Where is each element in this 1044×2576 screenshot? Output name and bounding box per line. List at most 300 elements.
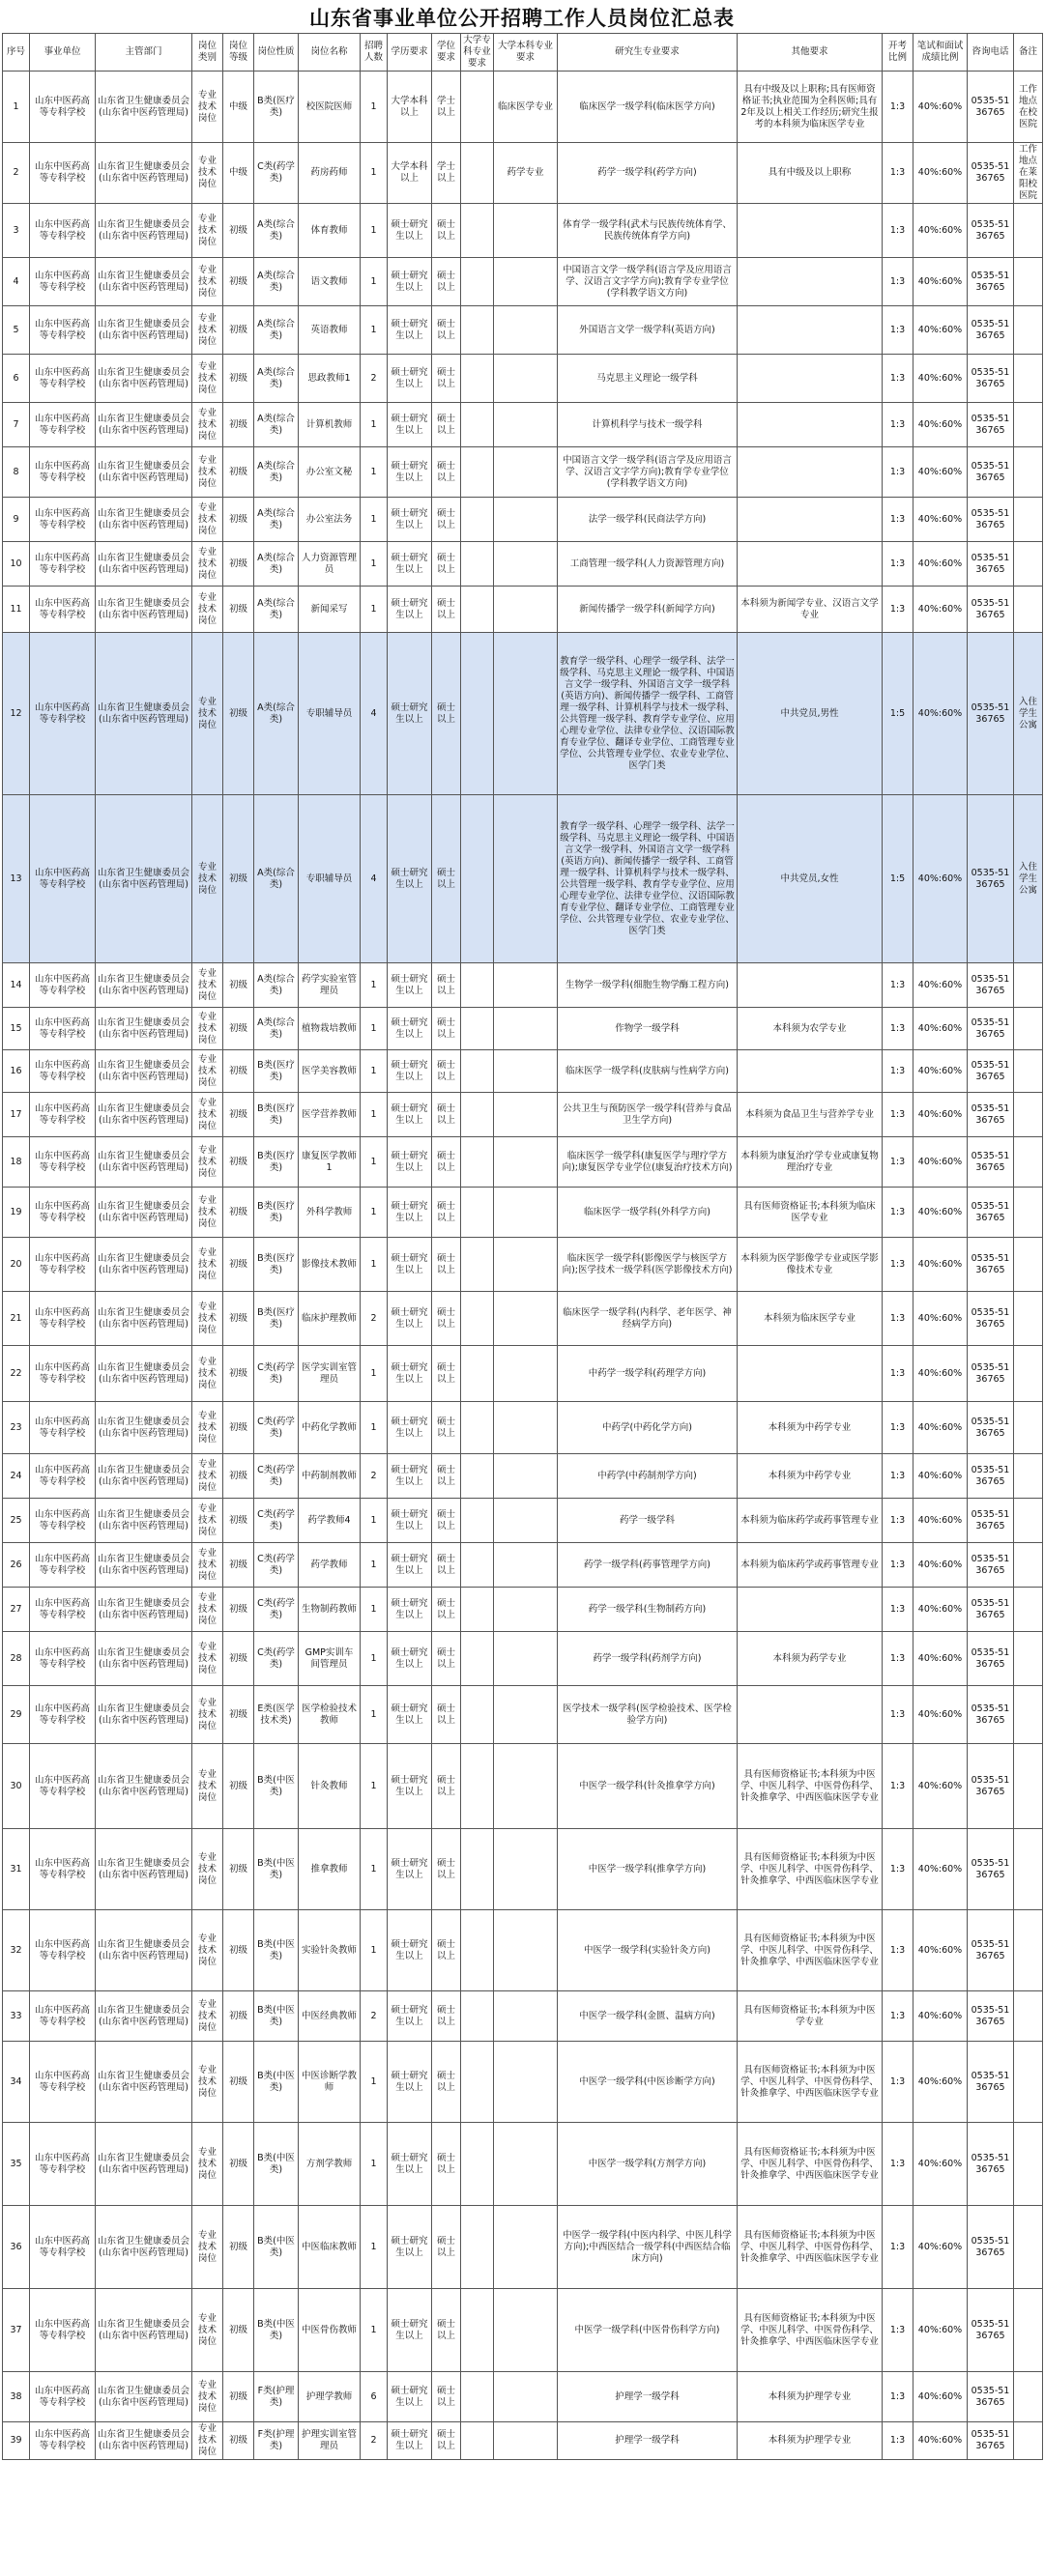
row-number-cell: 20	[3, 1238, 30, 1292]
level-cell: 初级	[223, 1499, 254, 1543]
level-cell: 初级	[223, 1632, 254, 1686]
remark-cell	[1014, 542, 1043, 587]
table-row	[3, 1402, 1043, 1454]
unit-cell: 山东中医药高等专科学校	[30, 963, 96, 1008]
education-cell: 硕士研究生以上	[388, 2206, 432, 2289]
row-number-cell: 19	[3, 1188, 30, 1238]
other-requirements-cell	[738, 963, 883, 1008]
row-number-cell: 6	[3, 355, 30, 403]
nature-cell: A类(综合类)	[254, 587, 299, 633]
category-cell: 专业技术岗位	[192, 306, 223, 355]
bachelor-major-cell	[494, 204, 558, 258]
remark-cell	[1014, 2372, 1043, 2422]
count-cell: 1	[361, 1744, 388, 1829]
other-requirements-cell: 本科须为临床医学专业	[738, 1292, 883, 1346]
exam-ratio-cell: 1:3	[883, 1910, 914, 1991]
remark-cell	[1014, 1632, 1043, 1686]
level-cell: 初级	[223, 1238, 254, 1292]
graduate-major-cell: 中医学一级学科(金匮、温病方向)	[558, 1991, 738, 2042]
score-ratio-cell: 40%:60%	[914, 447, 968, 498]
department-cell: 山东省卫生健康委员会(山东省中医药管理局)	[96, 2206, 192, 2289]
score-ratio-cell: 40%:60%	[914, 258, 968, 306]
bachelor-major-cell	[494, 2042, 558, 2123]
remark-cell	[1014, 1543, 1043, 1588]
other-requirements-cell	[738, 306, 883, 355]
category-cell: 专业技术岗位	[192, 1346, 223, 1402]
category-cell: 专业技术岗位	[192, 447, 223, 498]
unit-cell: 山东中医药高等专科学校	[30, 2422, 96, 2460]
degree-cell: 硕士以上	[432, 1188, 461, 1238]
level-cell: 初级	[223, 1588, 254, 1632]
row-number-cell: 2	[3, 143, 30, 204]
other-requirements-cell: 本科须为食品卫生与营养学专业	[738, 1093, 883, 1137]
college-major-cell	[461, 2422, 494, 2460]
unit-cell: 山东中医药高等专科学校	[30, 355, 96, 403]
unit-cell: 山东中医药高等专科学校	[30, 2372, 96, 2422]
degree-cell: 硕士以上	[432, 1454, 461, 1499]
unit-cell: 山东中医药高等专科学校	[30, 204, 96, 258]
remark-cell	[1014, 2206, 1043, 2289]
college-major-cell	[461, 258, 494, 306]
position-name-cell: 护理学教师	[299, 2372, 361, 2422]
position-name-cell: 护理实训室管理员	[299, 2422, 361, 2460]
graduate-major-cell: 公共卫生与预防医学一级学科(营养与食品卫生学方向)	[558, 1093, 738, 1137]
level-cell: 初级	[223, 963, 254, 1008]
position-name-cell: 医学营养教师	[299, 1093, 361, 1137]
count-cell: 1	[361, 72, 388, 143]
college-major-cell	[461, 1632, 494, 1686]
bachelor-major-cell	[494, 1093, 558, 1137]
level-cell: 初级	[223, 204, 254, 258]
position-name-cell: GMP实训车间管理员	[299, 1632, 361, 1686]
degree-cell: 硕士以上	[432, 1829, 461, 1910]
score-ratio-cell: 40%:60%	[914, 2372, 968, 2422]
degree-cell: 硕士以上	[432, 447, 461, 498]
phone-cell: 0535-5136765	[968, 1346, 1014, 1402]
phone-cell: 0535-5136765	[968, 498, 1014, 542]
phone-cell: 0535-5136765	[968, 1093, 1014, 1137]
exam-ratio-cell: 1:3	[883, 258, 914, 306]
unit-cell: 山东中医药高等专科学校	[30, 72, 96, 143]
nature-cell: E类(医学技术类)	[254, 1686, 299, 1744]
college-major-cell	[461, 587, 494, 633]
score-ratio-cell: 40%:60%	[914, 306, 968, 355]
department-cell: 山东省卫生健康委员会(山东省中医药管理局)	[96, 1008, 192, 1050]
position-name-cell: 办公室文秘	[299, 447, 361, 498]
remark-cell: 工作地点在校医院	[1014, 72, 1043, 143]
other-requirements-cell	[738, 1588, 883, 1632]
table-row	[3, 2372, 1043, 2422]
position-name-cell: 康复医学教师1	[299, 1137, 361, 1188]
phone-cell: 0535-5136765	[968, 1008, 1014, 1050]
count-cell: 1	[361, 204, 388, 258]
nature-cell: B类(中医类)	[254, 1910, 299, 1991]
exam-ratio-cell: 1:3	[883, 1292, 914, 1346]
score-ratio-cell: 40%:60%	[914, 587, 968, 633]
phone-cell: 0535-5136765	[968, 2289, 1014, 2372]
graduate-major-cell: 临床医学一级学科(临床医学方向)	[558, 72, 738, 143]
row-number-cell: 10	[3, 542, 30, 587]
table-row	[3, 1008, 1043, 1050]
education-cell: 硕士研究生以上	[388, 1632, 432, 1686]
education-cell: 硕士研究生以上	[388, 1543, 432, 1588]
level-cell: 初级	[223, 1050, 254, 1093]
degree-cell: 硕士以上	[432, 1910, 461, 1991]
nature-cell: A类(综合类)	[254, 498, 299, 542]
degree-cell: 硕士以上	[432, 204, 461, 258]
education-cell: 硕士研究生以上	[388, 1829, 432, 1910]
position-name-cell: 专职辅导员	[299, 795, 361, 963]
count-cell: 1	[361, 403, 388, 447]
table-row	[3, 1543, 1043, 1588]
exam-ratio-cell: 1:3	[883, 587, 914, 633]
college-major-cell	[461, 542, 494, 587]
remark-cell	[1014, 1402, 1043, 1454]
bachelor-major-cell	[494, 1744, 558, 1829]
level-cell: 初级	[223, 1543, 254, 1588]
row-number-cell: 1	[3, 72, 30, 143]
nature-cell: B类(医疗类)	[254, 1292, 299, 1346]
position-name-cell: 专职辅导员	[299, 633, 361, 795]
column-header: 主管部门	[96, 34, 192, 72]
count-cell: 1	[361, 2206, 388, 2289]
category-cell: 专业技术岗位	[192, 2289, 223, 2372]
category-cell: 专业技术岗位	[192, 403, 223, 447]
remark-cell: 工作地点在莱阳校医院	[1014, 143, 1043, 204]
college-major-cell	[461, 633, 494, 795]
positions-table	[2, 33, 1043, 2460]
graduate-major-cell: 外国语言文学一级学科(英语方向)	[558, 306, 738, 355]
college-major-cell	[461, 355, 494, 403]
education-cell: 硕士研究生以上	[388, 306, 432, 355]
count-cell: 1	[361, 447, 388, 498]
education-cell: 硕士研究生以上	[388, 1499, 432, 1543]
department-cell: 山东省卫生健康委员会(山东省中医药管理局)	[96, 1588, 192, 1632]
education-cell: 硕士研究生以上	[388, 1346, 432, 1402]
nature-cell: C类(药学类)	[254, 1499, 299, 1543]
unit-cell: 山东中医药高等专科学校	[30, 1588, 96, 1632]
other-requirements-cell	[738, 403, 883, 447]
score-ratio-cell: 40%:60%	[914, 1991, 968, 2042]
nature-cell: A类(综合类)	[254, 204, 299, 258]
degree-cell: 硕士以上	[432, 2372, 461, 2422]
count-cell: 1	[361, 143, 388, 204]
category-cell: 专业技术岗位	[192, 1910, 223, 1991]
score-ratio-cell: 40%:60%	[914, 633, 968, 795]
department-cell: 山东省卫生健康委员会(山东省中医药管理局)	[96, 306, 192, 355]
score-ratio-cell: 40%:60%	[914, 1050, 968, 1093]
bachelor-major-cell	[494, 1910, 558, 1991]
position-name-cell: 中药制剂教师	[299, 1454, 361, 1499]
category-cell: 专业技术岗位	[192, 1543, 223, 1588]
phone-cell: 0535-5136765	[968, 306, 1014, 355]
position-name-cell: 中医临床教师	[299, 2206, 361, 2289]
table-row	[3, 1093, 1043, 1137]
count-cell: 1	[361, 1238, 388, 1292]
count-cell: 1	[361, 1499, 388, 1543]
graduate-major-cell: 中医学一级学科(中医诊断学方向)	[558, 2042, 738, 2123]
count-cell: 1	[361, 1543, 388, 1588]
other-requirements-cell	[738, 447, 883, 498]
category-cell: 专业技术岗位	[192, 1137, 223, 1188]
category-cell: 专业技术岗位	[192, 2123, 223, 2206]
level-cell: 初级	[223, 795, 254, 963]
position-name-cell: 外科学教师	[299, 1188, 361, 1238]
level-cell: 初级	[223, 258, 254, 306]
nature-cell: C类(药学类)	[254, 1588, 299, 1632]
remark-cell	[1014, 1588, 1043, 1632]
score-ratio-cell: 40%:60%	[914, 204, 968, 258]
unit-cell: 山东中医药高等专科学校	[30, 1744, 96, 1829]
position-name-cell: 药房药师	[299, 143, 361, 204]
bachelor-major-cell	[494, 258, 558, 306]
nature-cell: B类(医疗类)	[254, 1050, 299, 1093]
other-requirements-cell: 中共党员,男性	[738, 633, 883, 795]
count-cell: 2	[361, 1292, 388, 1346]
bachelor-major-cell	[494, 1454, 558, 1499]
score-ratio-cell: 40%:60%	[914, 1543, 968, 1588]
bachelor-major-cell	[494, 1346, 558, 1402]
education-cell: 硕士研究生以上	[388, 447, 432, 498]
level-cell: 初级	[223, 2422, 254, 2460]
exam-ratio-cell: 1:5	[883, 633, 914, 795]
other-requirements-cell: 具有医师资格证书;本科须为中医学专业	[738, 1991, 883, 2042]
nature-cell: A类(综合类)	[254, 542, 299, 587]
graduate-major-cell: 中医学一级学科(中医骨伤科学方向)	[558, 2289, 738, 2372]
category-cell: 专业技术岗位	[192, 2422, 223, 2460]
row-number-cell: 23	[3, 1402, 30, 1454]
degree-cell: 硕士以上	[432, 355, 461, 403]
other-requirements-cell: 本科须为药学专业	[738, 1632, 883, 1686]
education-cell: 硕士研究生以上	[388, 1238, 432, 1292]
score-ratio-cell: 40%:60%	[914, 1402, 968, 1454]
row-number-cell: 5	[3, 306, 30, 355]
department-cell: 山东省卫生健康委员会(山东省中医药管理局)	[96, 1137, 192, 1188]
bachelor-major-cell	[494, 1588, 558, 1632]
education-cell: 硕士研究生以上	[388, 258, 432, 306]
category-cell: 专业技术岗位	[192, 633, 223, 795]
unit-cell: 山东中医药高等专科学校	[30, 306, 96, 355]
table-row	[3, 1292, 1043, 1346]
remark-cell	[1014, 1008, 1043, 1050]
unit-cell: 山东中医药高等专科学校	[30, 1137, 96, 1188]
count-cell: 1	[361, 498, 388, 542]
department-cell: 山东省卫生健康委员会(山东省中医药管理局)	[96, 403, 192, 447]
other-requirements-cell	[738, 355, 883, 403]
nature-cell: B类(医疗类)	[254, 1137, 299, 1188]
bachelor-major-cell	[494, 306, 558, 355]
row-number-cell: 14	[3, 963, 30, 1008]
exam-ratio-cell: 1:3	[883, 2206, 914, 2289]
department-cell: 山东省卫生健康委员会(山东省中医药管理局)	[96, 1686, 192, 1744]
nature-cell: A类(综合类)	[254, 1008, 299, 1050]
phone-cell: 0535-5136765	[968, 795, 1014, 963]
exam-ratio-cell: 1:3	[883, 2289, 914, 2372]
department-cell: 山东省卫生健康委员会(山东省中医药管理局)	[96, 1543, 192, 1588]
bachelor-major-cell	[494, 2372, 558, 2422]
education-cell: 硕士研究生以上	[388, 355, 432, 403]
phone-cell: 0535-5136765	[968, 1686, 1014, 1744]
category-cell: 专业技术岗位	[192, 258, 223, 306]
table-row	[3, 355, 1043, 403]
bachelor-major-cell	[494, 1137, 558, 1188]
other-requirements-cell: 具有医师资格证书;本科须为中医学、中医儿科学、中医骨伤科学、针灸推拿学、中西医临床医学专业	[738, 1910, 883, 1991]
graduate-major-cell: 药学一级学科(药学方向)	[558, 143, 738, 204]
department-cell: 山东省卫生健康委员会(山东省中医药管理局)	[96, 963, 192, 1008]
nature-cell: B类(中医类)	[254, 2042, 299, 2123]
score-ratio-cell: 40%:60%	[914, 1499, 968, 1543]
table-row	[3, 1686, 1043, 1744]
table-row	[3, 1829, 1043, 1910]
unit-cell: 山东中医药高等专科学校	[30, 1292, 96, 1346]
remark-cell	[1014, 498, 1043, 542]
category-cell: 专业技术岗位	[192, 2372, 223, 2422]
position-name-cell: 思政教师1	[299, 355, 361, 403]
score-ratio-cell: 40%:60%	[914, 403, 968, 447]
remark-cell	[1014, 447, 1043, 498]
bachelor-major-cell	[494, 1292, 558, 1346]
column-header: 岗位等级	[223, 34, 254, 72]
phone-cell: 0535-5136765	[968, 1744, 1014, 1829]
unit-cell: 山东中医药高等专科学校	[30, 1499, 96, 1543]
count-cell: 1	[361, 1829, 388, 1910]
remark-cell	[1014, 403, 1043, 447]
other-requirements-cell: 本科须为医学影像学专业或医学影像技术专业	[738, 1238, 883, 1292]
unit-cell: 山东中医药高等专科学校	[30, 447, 96, 498]
bachelor-major-cell	[494, 633, 558, 795]
position-name-cell: 计算机教师	[299, 403, 361, 447]
bachelor-major-cell	[494, 963, 558, 1008]
table-row	[3, 258, 1043, 306]
category-cell: 专业技术岗位	[192, 1093, 223, 1137]
department-cell: 山东省卫生健康委员会(山东省中医药管理局)	[96, 587, 192, 633]
education-cell: 大学本科以上	[388, 72, 432, 143]
department-cell: 山东省卫生健康委员会(山东省中医药管理局)	[96, 2289, 192, 2372]
row-number-cell: 11	[3, 587, 30, 633]
department-cell: 山东省卫生健康委员会(山东省中医药管理局)	[96, 1050, 192, 1093]
college-major-cell	[461, 72, 494, 143]
column-header: 岗位名称	[299, 34, 361, 72]
other-requirements-cell: 本科须为临床药学或药事管理专业	[738, 1543, 883, 1588]
nature-cell: A类(综合类)	[254, 447, 299, 498]
exam-ratio-cell: 1:3	[883, 2123, 914, 2206]
graduate-major-cell: 中药学(中药制剂学方向)	[558, 1454, 738, 1499]
position-name-cell: 生物制药教师	[299, 1588, 361, 1632]
degree-cell: 硕士以上	[432, 1238, 461, 1292]
education-cell: 硕士研究生以上	[388, 1137, 432, 1188]
education-cell: 硕士研究生以上	[388, 2123, 432, 2206]
college-major-cell	[461, 1093, 494, 1137]
education-cell: 硕士研究生以上	[388, 1008, 432, 1050]
column-header: 岗位类别	[192, 34, 223, 72]
score-ratio-cell: 40%:60%	[914, 1093, 968, 1137]
unit-cell: 山东中医药高等专科学校	[30, 1686, 96, 1744]
unit-cell: 山东中医药高等专科学校	[30, 1829, 96, 1910]
nature-cell: C类(药学类)	[254, 1632, 299, 1686]
category-cell: 专业技术岗位	[192, 1744, 223, 1829]
degree-cell: 硕士以上	[432, 1543, 461, 1588]
score-ratio-cell: 40%:60%	[914, 1829, 968, 1910]
exam-ratio-cell: 1:3	[883, 306, 914, 355]
level-cell: 初级	[223, 1991, 254, 2042]
table-row	[3, 1238, 1043, 1292]
row-number-cell: 12	[3, 633, 30, 795]
graduate-major-cell: 法学一级学科(民商法学方向)	[558, 498, 738, 542]
level-cell: 初级	[223, 2372, 254, 2422]
graduate-major-cell: 医学技术一级学科(医学检验技术、医学检验学方向)	[558, 1686, 738, 1744]
other-requirements-cell	[738, 498, 883, 542]
table-row	[3, 633, 1043, 795]
degree-cell: 学士以上	[432, 143, 461, 204]
department-cell: 山东省卫生健康委员会(山东省中医药管理局)	[96, 1188, 192, 1238]
column-header: 招聘人数	[361, 34, 388, 72]
graduate-major-cell: 中医学一级学科(方剂学方向)	[558, 2123, 738, 2206]
college-major-cell	[461, 1292, 494, 1346]
nature-cell: A类(综合类)	[254, 306, 299, 355]
graduate-major-cell: 护理学一级学科	[558, 2372, 738, 2422]
nature-cell: A类(综合类)	[254, 963, 299, 1008]
education-cell: 硕士研究生以上	[388, 1093, 432, 1137]
department-cell: 山东省卫生健康委员会(山东省中医药管理局)	[96, 1744, 192, 1829]
college-major-cell	[461, 1050, 494, 1093]
graduate-major-cell: 临床医学一级学科(影像医学与核医学方向);医学技术一级学科(医学影像技术方向)	[558, 1238, 738, 1292]
row-number-cell: 9	[3, 498, 30, 542]
count-cell: 4	[361, 633, 388, 795]
degree-cell: 硕士以上	[432, 1588, 461, 1632]
score-ratio-cell: 40%:60%	[914, 1910, 968, 1991]
other-requirements-cell	[738, 1346, 883, 1402]
phone-cell: 0535-5136765	[968, 403, 1014, 447]
bachelor-major-cell	[494, 2123, 558, 2206]
count-cell: 1	[361, 1346, 388, 1402]
other-requirements-cell: 本科须为护理学专业	[738, 2422, 883, 2460]
phone-cell: 0535-5136765	[968, 1588, 1014, 1632]
remark-cell	[1014, 1346, 1043, 1402]
education-cell: 硕士研究生以上	[388, 2042, 432, 2123]
exam-ratio-cell: 1:3	[883, 1543, 914, 1588]
bachelor-major-cell	[494, 1829, 558, 1910]
college-major-cell	[461, 1238, 494, 1292]
bachelor-major-cell	[494, 587, 558, 633]
unit-cell: 山东中医药高等专科学校	[30, 1402, 96, 1454]
bachelor-major-cell	[494, 795, 558, 963]
phone-cell: 0535-5136765	[968, 1454, 1014, 1499]
unit-cell: 山东中医药高等专科学校	[30, 2206, 96, 2289]
unit-cell: 山东中医药高等专科学校	[30, 1991, 96, 2042]
graduate-major-cell: 临床医学一级学科(康复医学与理疗学方向);康复医学专业学位(康复治疗技术方向)	[558, 1137, 738, 1188]
phone-cell: 0535-5136765	[968, 1632, 1014, 1686]
bachelor-major-cell	[494, 2206, 558, 2289]
education-cell: 硕士研究生以上	[388, 963, 432, 1008]
phone-cell: 0535-5136765	[968, 72, 1014, 143]
row-number-cell: 15	[3, 1008, 30, 1050]
level-cell: 初级	[223, 1292, 254, 1346]
unit-cell: 山东中医药高等专科学校	[30, 1050, 96, 1093]
exam-ratio-cell: 1:3	[883, 2372, 914, 2422]
remark-cell	[1014, 1744, 1043, 1829]
page-title: 山东省事业单位公开招聘工作人员岗位汇总表	[309, 6, 735, 30]
level-cell: 初级	[223, 587, 254, 633]
department-cell: 山东省卫生健康委员会(山东省中医药管理局)	[96, 2042, 192, 2123]
other-requirements-cell	[738, 204, 883, 258]
nature-cell: B类(医疗类)	[254, 1188, 299, 1238]
position-name-cell: 方剂学教师	[299, 2123, 361, 2206]
college-major-cell	[461, 1402, 494, 1454]
graduate-major-cell: 药学一级学科(药事管理学方向)	[558, 1543, 738, 1588]
department-cell: 山东省卫生健康委员会(山东省中医药管理局)	[96, 143, 192, 204]
table-row	[3, 542, 1043, 587]
phone-cell: 0535-5136765	[968, 1188, 1014, 1238]
